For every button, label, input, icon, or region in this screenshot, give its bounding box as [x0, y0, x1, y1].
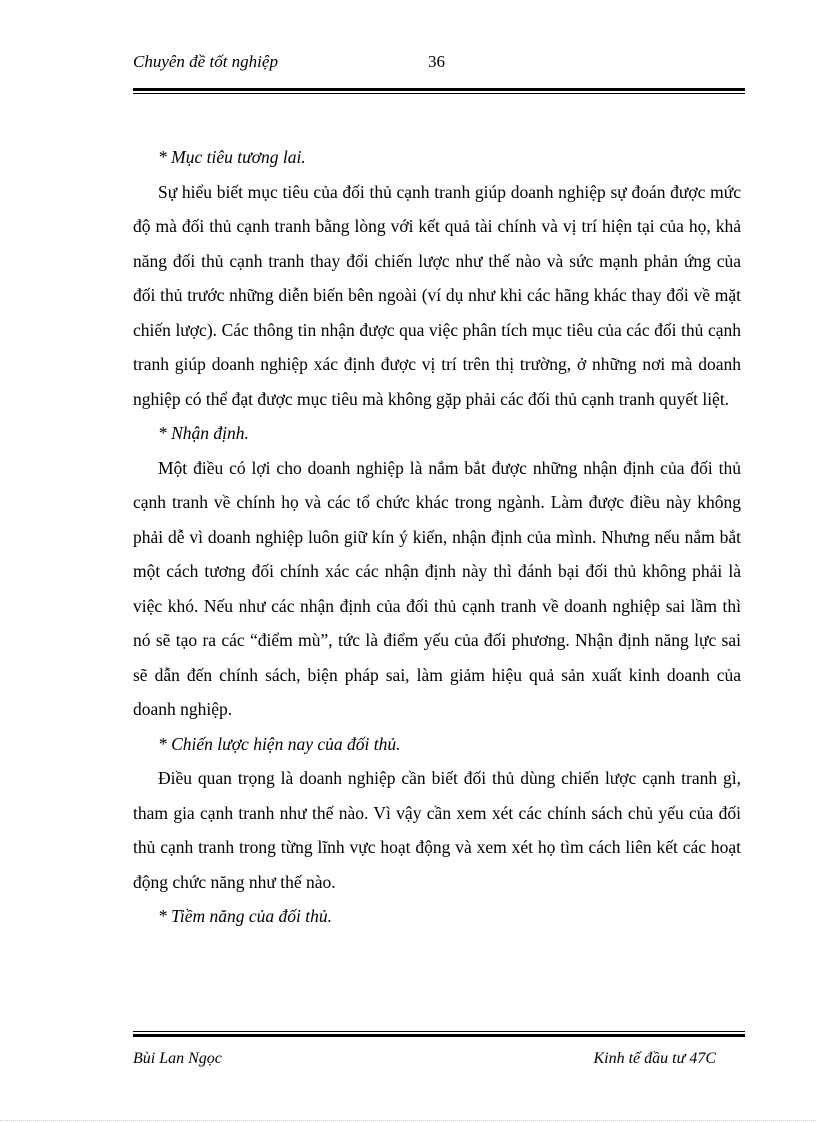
- body-paragraph: Một điều có lợi cho doanh nghiệp là nắm bắt được những nhận định của đối thủ cạnh tranh về chính họ và các tổ chức khác trong ngành. Làm được điều này không phải dễ vì doanh nghiệp luôn giữ kín ý kiến, nhận định của mình. Nhưng nếu nắm bắt một cách tương đối chính xác các nhận định này thì đánh bại đối thủ không phải là việc khó. Nếu như các nhận định của đối thủ cạnh tranh về doanh nghiệp sai lầm thì nó sẽ tạo ra các “điểm mù”, tức là điểm yếu của đối phương. Nhận định năng lực sai sẽ dẫn đến chính sách, biện pháp sai, làm giảm hiệu quả sản xuất kinh doanh của doanh nghiệp.: [133, 457, 741, 719]
- section-heading: * Nhận định.: [158, 423, 249, 443]
- document-title: Chuyên đề tốt nghiệp: [133, 52, 278, 71]
- page-header: [133, 52, 745, 78]
- page-number: 36: [428, 52, 445, 71]
- footer-class: Kinh tế đầu tư 47C: [593, 1050, 716, 1067]
- section-heading: * Chiến lược hiện nay của đối thủ.: [158, 733, 401, 754]
- page-bottom-edge: [0, 1120, 816, 1121]
- footer-author: Bùi Lan Ngọc: [133, 1050, 222, 1067]
- footer-rule: [133, 1031, 745, 1037]
- section-heading: * Mục tiêu tương lai.: [158, 147, 306, 167]
- body-paragraph: Sự hiểu biết mục tiêu của đối thủ cạnh tranh giúp doanh nghiệp sự đoán được mức độ mà đối thủ cạnh tranh bằng lòng với kết quả tài chính và vị trí hiện tại của họ, khả năng đối thủ cạnh tranh thay đổi chiến lược như thế nào và sức mạnh phản ứng của đối thủ trước những diễn biến bên ngoài (ví dụ như khi các hãng khác thay đổi về mặt chiến lược). Các thông tin nhận được qua việc phân tích mục tiêu của các đối thủ cạnh tranh giúp doanh nghiệp xác định được vị trí trên thị trường, ở những nơi mà doanh nghiệp có thể đạt được mục tiêu mà không gặp phải các đối thủ cạnh tranh quyết liệt.: [133, 181, 741, 409]
- page-body: [133, 140, 741, 934]
- header-rule: [133, 88, 745, 94]
- body-paragraph: Điều quan trọng là doanh nghiệp cần biết đối thủ dùng chiến lược cạnh tranh gì, tham gia cạnh tranh như thế nào. Vì vậy cần xem xét các chính sách chủ yếu của đối thủ cạnh tranh trong từng lĩnh vực hoạt động và xem xét họ tìm cách liên kết các hoạt động chức năng như thế nào.: [133, 768, 741, 892]
- section-heading: * Tiềm năng của đối thủ.: [158, 906, 333, 926]
